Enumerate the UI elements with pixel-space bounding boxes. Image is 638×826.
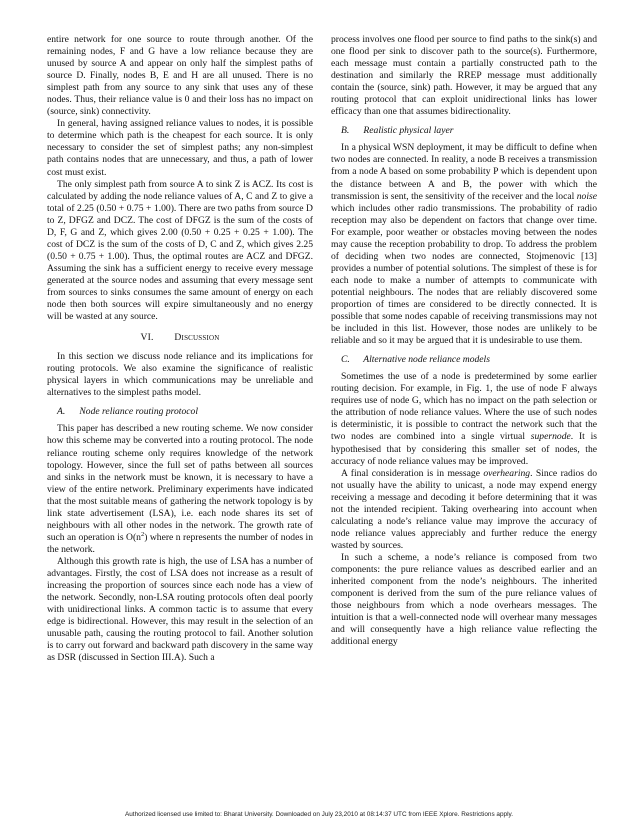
paragraph: In such a scheme, a node’s reliance is composed from two components: the pure reliance values as described earlier and an inherited component from the node’s neighbours. The inherited component is derived from the sum of the pure reliance values of those neighbours from which a node overhears messages. The intuition is that a well-connected node will overhear many messages and will consequently have a high reliance value reflecting the additional energy: [331, 551, 597, 648]
subsection-heading: [331, 354, 597, 366]
section-title: Discussion: [174, 332, 220, 344]
emphasis: overhearing: [483, 467, 531, 479]
paragraph: [331, 468, 597, 552]
left-column: [47, 34, 313, 664]
paragraph: entire network for one source to route through another. Of the remaining nodes, F and G have a low reliance because they are unused by source A and appear on only half the simplest paths of source D. Finally, nodes B, E and H are all unused. There is no simplest path from any source to any sink that uses any of these nodes. Thus, their reliance value is 0 and their loss has no impact on (source, sink) connectivity.: [47, 34, 313, 118]
paragraph-text: Sometimes the use of a node is predetermined by some earlier routing decision. For example, in Fig. 1, the use of node F always requires use of node G, which has no impact on the path selection or the attribution of node reliance values. Where the use of such nodes is deterministic, it is possible to contract the network such that the two nodes are combined into a single virtual: [331, 371, 597, 443]
subsection-label: B.: [341, 125, 350, 137]
subsection-heading: [47, 406, 313, 418]
subsection-heading: [331, 125, 597, 137]
paragraph-text: In a physical WSN deployment, it may be difficult to define when two nodes are connected. In reality, a node B receives a transmission from a node A based on some probability P which is dependent upon the distance between A and B, the power with which the transmission is sent, the sensitivity of the receiver and the local: [331, 142, 597, 202]
paragraph: [47, 423, 313, 556]
subsection-title: Realistic physical layer: [363, 125, 454, 137]
paragraph: [331, 142, 597, 347]
paragraph: process involves one flood per source to find paths to the sink(s) and one flood per sink to discover path to the source(s). Furthermore, each message must contain a partially constructed path to the destination and similarly the RREP message must additionally contain the (source, sink) path. However, it may be argued that any routing protocol that can exploit unidirectional links has lower efficacy than one that assumes bidirectionality.: [331, 34, 597, 118]
subsection-label: C.: [341, 354, 350, 366]
paragraph: Although this growth rate is high, the use of LSA has a number of advantages. Firstly, the cost of LSA does not increase as a result of increasing the proportion of sources since each node has a view of the network. Secondly, non-LSA routing protocols often deal poorly with unidirectional links. A common tactic is to assume that every edge is bidirectional. However, this may result in the selection of an unusable path, causing the routing protocol to fail. Another solution is to carry out forward and backward path discovery in the same way as DSR (discussed in Section III.A). Such a: [47, 555, 313, 664]
paragraph-text: which includes other radio transmissions. The probability of radio reception may also be dependent on factors that change over time. For example, poor weather or obstacles moving between the nodes may cause the reception probability to drop. To address the problem of deciding when two nodes are connected, Stojmenovic [13] provides a number of potential solutions. The simplest of these is for each node to make a number of attempts to communicate with potential neighbours. The nodes that are reliably discovered some proportion of times are considered to be directly connected. It is possible that some nodes capable of receiving transmissions may not be included in this list. However, those nodes are unlikely to be reliable and so it may be argued that it is undesirable to use them.: [331, 202, 597, 347]
paragraph: [331, 371, 597, 467]
paragraph: In general, having assigned reliance values to nodes, it is possible to determine which path is the cheapest for each source. It is only necessary to consider the set of simplest paths; any non-simplest path contains nodes that are unnecessary, and thus, a path of lower cost must exist.: [47, 118, 313, 178]
superscript: 2: [140, 530, 145, 538]
subsection-label: A.: [57, 406, 66, 418]
subsection-title: Node reliance routing protocol: [79, 406, 198, 418]
license-footer: Authorized licensed use limited to: Bharat University. Downloaded on July 23,2010 at 08:14:37 UTC from IEEE Xplore. Restrictions apply.: [124, 811, 513, 818]
emphasis: noise: [576, 190, 597, 202]
paragraph-text: . It is hypothesised that by considering this smaller set of nodes, the accuracy of node reliance values may be improved.: [331, 431, 597, 467]
emphasis: supernode: [530, 431, 571, 443]
paragraph: In this section we discuss node reliance and its implications for routing protocols. We also examine the significance of realistic physical layers in which communications may be unreliable and alternatives to the simplest paths model.: [47, 351, 313, 399]
paragraph: The only simplest path from source A to sink Z is ACZ. Its cost is calculated by adding the node reliance values of A, C and Z to give a total of 2.25 (0.50 + 0.75 + 1.00). There are two paths from source D to Z, DFGZ and DCZ. The cost of DFGZ is the sum of the costs of D, F, G and Z, which gives 2.00 (0.50 + 0.25 + 0.25 + 1.00). The cost of DCZ is the sum of the costs of D, C and Z, which gives 2.25 (0.50 + 0.75 + 1.00). Thus, the optimal routes are ACZ and DFGZ. Assuming the sink has a sufficient energy to receive every message generated at the source nodes and assuming that every message sent from sources to sinks consumes the same amount of energy on each node then both sources will expire simultaneously and no energy will be wasted at any source.: [47, 178, 313, 323]
subsection-title: Alternative node reliance models: [363, 354, 490, 366]
section-number: VI.: [140, 332, 154, 344]
right-column: [331, 34, 597, 648]
paragraph-text: A final consideration is in message: [341, 467, 484, 479]
paragraph-text: . Since radios do not usually have the ability to unicast, a node may expend energy receiving a message and decoding it before determining that it was not the intended recipient. Taking overhearing into account when calculating a node’s reliance value may improve the accuracy of node reliance values appreciably and further reduce the energy wasted by sources.: [331, 467, 597, 551]
paragraph-text: This paper has described a new routing scheme. We now consider how this scheme may be converted into a routing protocol. The node reliance routing scheme only requires knowledge of the network topology. However, since the full set of paths between all sources and sinks in the network must be known, it is necessary to have a view of the entire network. Preliminary experiments have indicated that the most suitable means of gathering the network topology is by link state advertisement (LSA), i.e. each node shares its set of neighbours with all other nodes in the network. The growth rate of such an operation is O(n: [47, 423, 313, 543]
section-heading: [47, 332, 313, 344]
paragraph-text: ) where n represents the number of nodes in the network.: [47, 531, 313, 555]
